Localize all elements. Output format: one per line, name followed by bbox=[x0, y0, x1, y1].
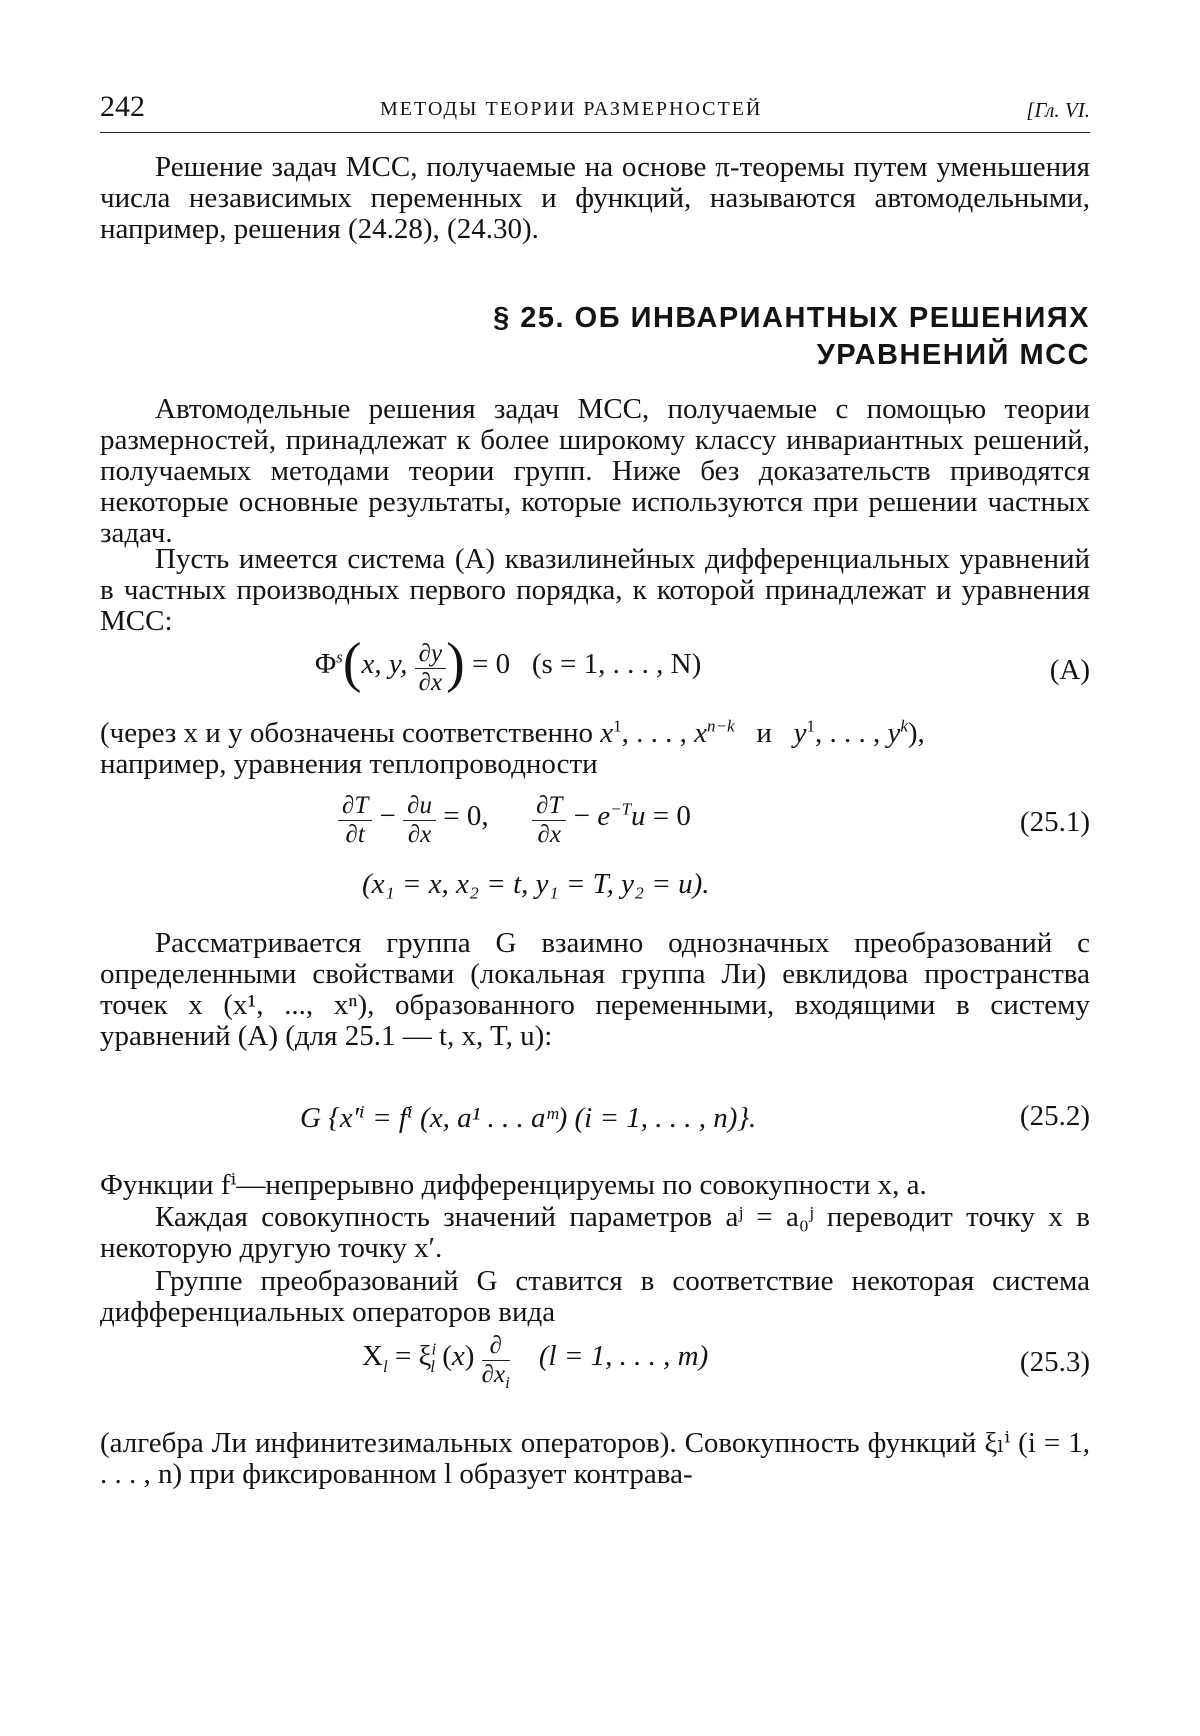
equation-25-3-number: (25.3) bbox=[1019, 1346, 1090, 1378]
equation-25-2 bbox=[100, 1100, 1090, 1140]
book-page bbox=[100, 90, 1090, 1690]
paragraph-notation bbox=[100, 718, 1090, 782]
notation-prefix: (через x и y обозначены соответственно bbox=[100, 717, 594, 749]
section-heading-line-1: § 25. ОБ ИНВАРИАНТНЫХ РЕШЕНИЯХ bbox=[493, 302, 1090, 334]
paragraph-group-g: Рассматривается группа G взаимно однозначных преобразований с определенными свойствами (локальная группа Ли) евклидова пространства точек x (x¹, ..., xⁿ), образованного переменными, входящими в систему уравнений (A) (для 25.1 — t, x, T, u): bbox=[100, 927, 1090, 1052]
equation-25-3-range: (l = 1, . . . , m) bbox=[538, 1340, 709, 1373]
equation-25-1-body: $\frac{\partial T}{\partial t}$ − $\frac{\partial u}{\partial x}$ = 0, $\frac{\partial T}{\partial x}$ − $e^{-T}u = 0$ bbox=[338, 790, 691, 847]
paragraph-parameters: Каждая совокупность значений параметров aʲ = a₀ʲ переводит точку x в некоторую другую точку x′. bbox=[100, 1201, 1090, 1264]
section-heading-line-2: УРАВНЕНИЙ МСС bbox=[816, 339, 1090, 371]
page-number: 242 bbox=[100, 90, 145, 123]
paragraph-lie-algebra: (алгебра Ли инфинитезимальных операторов). Совокупность функций ξₗⁱ (i = 1, . . . , n) при фиксированном l образует контрава- bbox=[100, 1427, 1090, 1490]
equation-25-1-vars-text: (x₁ = x, x₂ = t, y₁ = T, y₂ = u). bbox=[362, 868, 710, 900]
equation-a-body: $\Phi^s(x$, y, $\frac{\partial y}{\partial x}$ ) = 0 (s = 1, . . . , N) bbox=[315, 631, 702, 696]
notation-line-2: например, уравнения теплопроводности bbox=[100, 748, 598, 780]
header-rule bbox=[100, 132, 1090, 133]
equation-25-3 bbox=[100, 1330, 1090, 1410]
section-heading bbox=[290, 300, 1090, 374]
chapter-reference: [Гл. VI. bbox=[1026, 98, 1090, 122]
running-title: МЕТОДЫ ТЕОРИИ РАЗМЕРНОСТЕЙ bbox=[380, 98, 763, 120]
equation-25-1-number: (25.1) bbox=[1019, 806, 1090, 838]
equation-25-2-body: G {x′ⁱ = fⁱ (x, a¹ . . . aᵐ) (i = 1, . . . , n)}. bbox=[300, 1102, 757, 1134]
notation-and: и bbox=[756, 717, 772, 749]
paragraph-self-similar: Решение задач МСС, получаемые на основе π-теоремы путем уменьшения числа независимых переменных и функций, называются автомодельными, например, решения (24.28), (24.30). bbox=[100, 151, 1090, 245]
page-header bbox=[100, 90, 1090, 130]
equation-25-2-number: (25.2) bbox=[1019, 1100, 1090, 1132]
equation-a bbox=[100, 631, 1090, 718]
equation-a-range: (s = 1, . . . , N) bbox=[531, 648, 702, 681]
equation-25-1-variables bbox=[100, 868, 1090, 908]
paragraph-system-a: Пусть имеется система (A) квазилинейных дифференциальных уравнений в частных производных первого порядка, к которой принадлежат и уравнения МСС: bbox=[100, 543, 1090, 637]
paragraph-invariant-solutions: Автомодельные решения задач МСС, получаемые с помощью теории размерностей, принадлежат к более широкому классу инвариантных решений, получаемых методами теории групп. Ниже без доказательств приводятся некоторые основные результаты, которые используются при решении частных задач. bbox=[100, 393, 1090, 549]
equation-25-3-body: $X_l = \xi^i_l$ (x) $\frac{\partial}{\partial x_i}$ (l = 1, . . . , m) bbox=[362, 1332, 709, 1392]
notation-line-1: (через x и y обозначены соответственно $x^1$, . . . , $x^{n-k}$ и $y^1$, . . . , $y^k$), bbox=[100, 716, 925, 749]
equation-25-1 bbox=[100, 790, 1090, 870]
equation-a-number: (A) bbox=[1049, 654, 1090, 686]
paragraph-functions: Функции fⁱ—непрерывно дифференцируемы по совокупности x, a. bbox=[100, 1169, 927, 1201]
paragraph-operators: Группе преобразований G ставится в соответствие некоторая система дифференциальных операторов вида bbox=[100, 1265, 1090, 1328]
